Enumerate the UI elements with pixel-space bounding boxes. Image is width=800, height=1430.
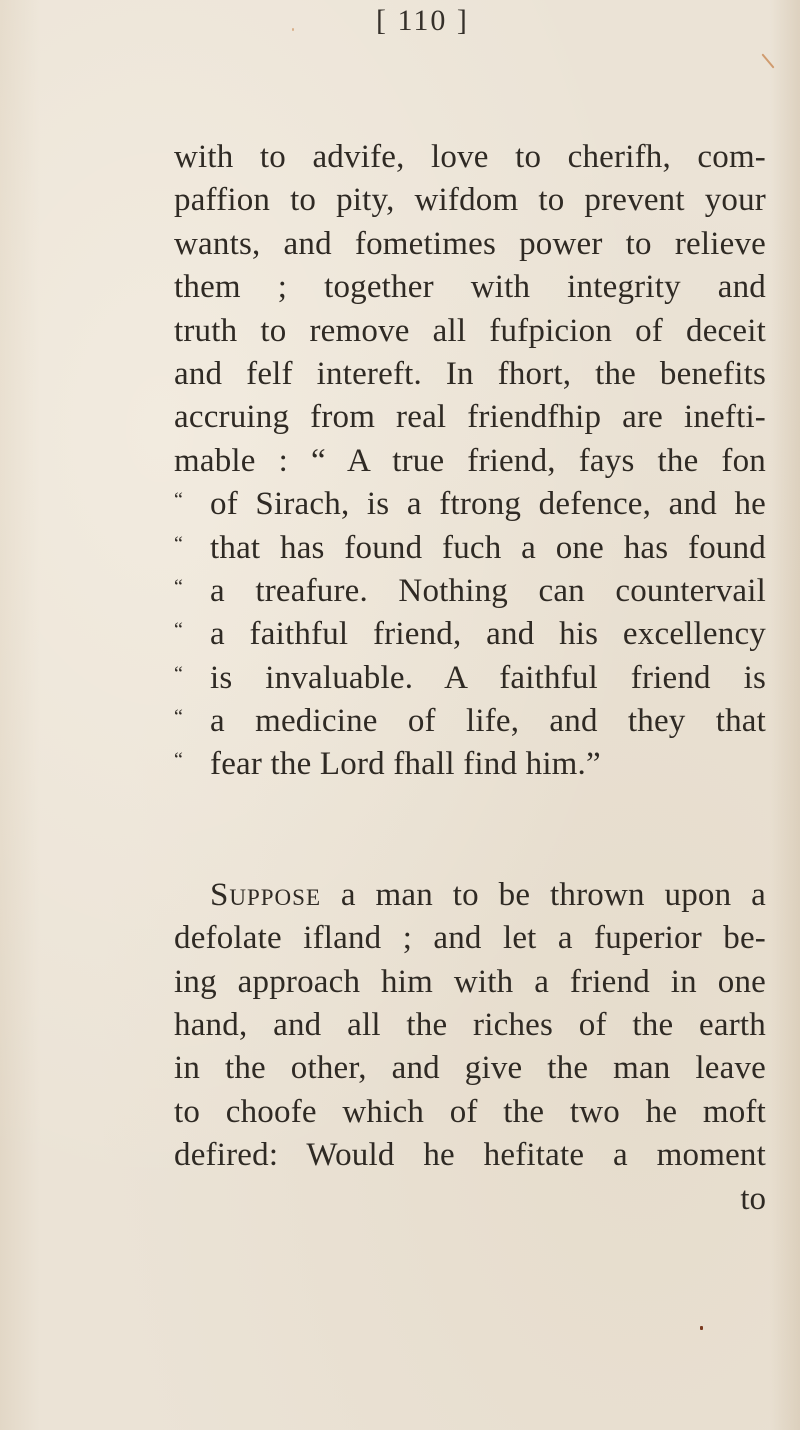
paragraph-gap bbox=[174, 787, 766, 874]
quoted-text: a medicine of life, and they that bbox=[210, 703, 766, 740]
paper-blemish bbox=[761, 53, 774, 68]
page-number: [ 110 ] bbox=[376, 4, 469, 37]
paper-blemish bbox=[292, 28, 294, 31]
text-line: to choofe which of the two he moft bbox=[174, 1093, 766, 1130]
open-quote-mark: “ bbox=[174, 619, 184, 642]
text-line: accruing from real friendfhip are inefti- bbox=[174, 399, 766, 436]
quoted-line bbox=[174, 743, 766, 786]
quoted-line bbox=[174, 657, 766, 700]
text-line bbox=[174, 874, 766, 917]
quoted-text: a faithful friend, and his excellency bbox=[210, 616, 766, 653]
quoted-text: of Sirach, is a ftrong defence, and he bbox=[210, 486, 766, 523]
quoted-text: a treafure. Nothing can countervail bbox=[210, 572, 766, 609]
open-quote-mark: “ bbox=[174, 662, 184, 685]
quoted-line bbox=[174, 527, 766, 570]
quoted-text: is invaluable. A faithful friend is bbox=[210, 659, 766, 696]
open-quote-mark: “ bbox=[174, 532, 184, 555]
text-line: in the other, and give the man leave bbox=[174, 1050, 766, 1087]
open-quote-mark: “ bbox=[174, 706, 184, 729]
paper-blemish bbox=[700, 1326, 703, 1330]
text-line: truth to remove all fufpicion of deceit bbox=[174, 312, 766, 349]
open-quote-mark: “ bbox=[174, 575, 184, 598]
text-line: hand, and all the riches of the earth bbox=[174, 1007, 766, 1044]
text-line: ing approach him with a friend in one bbox=[174, 963, 766, 1000]
quoted-line bbox=[174, 570, 766, 613]
text-line: mable : “ A true friend, fays the fon bbox=[174, 442, 766, 479]
text-line: defired: Would he hefitate a moment bbox=[174, 1137, 766, 1174]
open-quote-mark: “ bbox=[174, 489, 184, 512]
page-body bbox=[174, 136, 766, 1221]
text-line: and felf intereft. In fhort, the benefits bbox=[174, 355, 766, 392]
catchword: to bbox=[740, 1180, 766, 1217]
first-line-text: a man to be thrown upon a bbox=[340, 876, 766, 913]
paragraph-friendship bbox=[174, 136, 766, 787]
text-line: defolate ifland ; and let a fuperior be- bbox=[174, 920, 766, 957]
text-line: them ; together with integrity and bbox=[174, 269, 766, 306]
open-quote-mark: “ bbox=[174, 749, 184, 772]
paragraph-island bbox=[174, 874, 766, 1178]
text-line: wants, and fometimes power to relieve bbox=[174, 225, 766, 262]
quoted-line bbox=[174, 613, 766, 656]
quoted-line bbox=[174, 700, 766, 743]
lead-word-smallcaps: Suppose bbox=[210, 876, 321, 913]
quoted-text: fear the Lord fhall find him.” bbox=[210, 746, 601, 783]
quoted-text: that has found fuch a one has found bbox=[210, 529, 766, 566]
quoted-line bbox=[174, 483, 766, 526]
text-line: paffion to pity, wifdom to prevent your bbox=[174, 182, 766, 219]
text-line: with to advife, love to cherifh, com- bbox=[174, 139, 766, 175]
